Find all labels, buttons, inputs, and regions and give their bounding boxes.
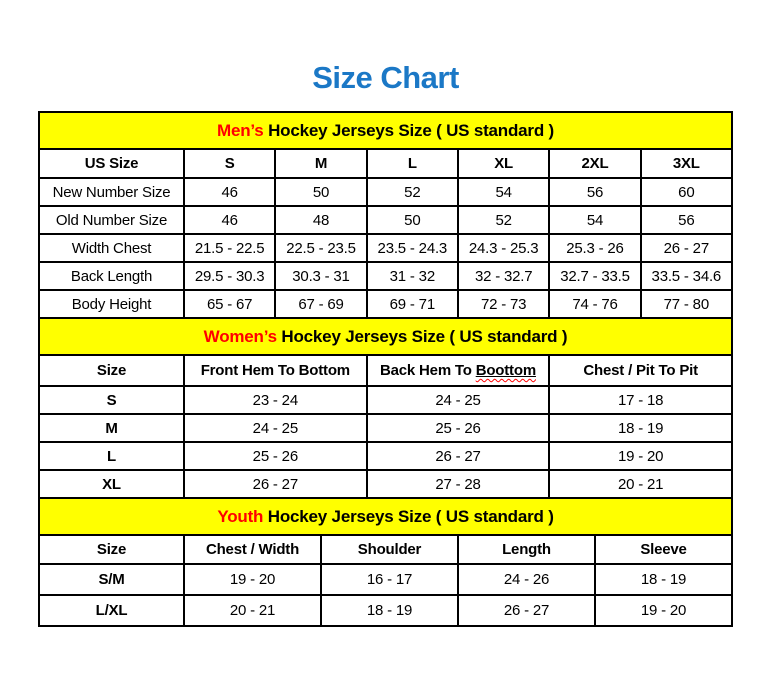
table-row — [39, 564, 732, 595]
size-value-cell: 72 - 73 — [458, 290, 549, 318]
size-value-cell: 24 - 26 — [458, 564, 595, 595]
section-title-text: Hockey Jerseys Size ( US standard ) — [276, 326, 568, 346]
column-header: M — [275, 149, 366, 178]
size-value-cell: 16 - 17 — [321, 564, 458, 595]
section-highlight: Men’s — [217, 120, 264, 140]
size-value-cell: 23 - 24 — [184, 386, 367, 414]
size-value-cell: 26 - 27 — [184, 470, 367, 498]
size-value-cell: 74 - 76 — [549, 290, 640, 318]
size-value-cell: 46 — [184, 178, 275, 206]
size-value-cell: 25.3 - 26 — [549, 234, 640, 262]
size-value-cell: 19 - 20 — [595, 595, 732, 626]
size-value-cell: 23.5 - 24.3 — [367, 234, 458, 262]
column-header: Length — [458, 535, 595, 564]
size-value-cell: 19 - 20 — [549, 442, 732, 470]
size-value-cell: 54 — [458, 178, 549, 206]
row-label: New Number Size — [39, 178, 184, 206]
table-row — [39, 178, 732, 206]
mens-size-table — [38, 111, 733, 319]
size-value-cell: 69 - 71 — [367, 290, 458, 318]
row-label: L/XL — [39, 595, 184, 626]
youth-size-table — [38, 497, 733, 627]
section-header-youth — [39, 498, 732, 535]
table-row — [39, 470, 732, 498]
size-value-cell: 60 — [641, 178, 732, 206]
size-value-cell: 17 - 18 — [549, 386, 732, 414]
size-value-cell: 24.3 - 25.3 — [458, 234, 549, 262]
size-value-cell: 21.5 - 22.5 — [184, 234, 275, 262]
table-row — [39, 290, 732, 318]
size-value-cell: 46 — [184, 206, 275, 234]
misspelled-word: Boottom — [475, 362, 536, 379]
row-label: Old Number Size — [39, 206, 184, 234]
column-header: Size — [39, 535, 184, 564]
size-value-cell: 32.7 - 33.5 — [549, 262, 640, 290]
size-value-cell: 25 - 26 — [184, 442, 367, 470]
size-value-cell: 27 - 28 — [367, 470, 550, 498]
row-label: S/M — [39, 564, 184, 595]
size-value-cell: 33.5 - 34.6 — [641, 262, 732, 290]
size-value-cell: 50 — [275, 178, 366, 206]
row-label: L — [39, 442, 184, 470]
size-value-cell: 67 - 69 — [275, 290, 366, 318]
table-row — [39, 262, 732, 290]
column-header: US Size — [39, 149, 184, 178]
size-value-cell: 20 - 21 — [549, 470, 732, 498]
size-value-cell: 24 - 25 — [184, 414, 367, 442]
column-header: Chest / Width — [184, 535, 321, 564]
column-header: Sleeve — [595, 535, 732, 564]
size-value-cell: 29.5 - 30.3 — [184, 262, 275, 290]
row-label: Back Length — [39, 262, 184, 290]
womens-size-table — [38, 317, 733, 499]
section-title-text: Hockey Jerseys Size ( US standard ) — [263, 120, 554, 140]
column-header: 3XL — [641, 149, 732, 178]
size-value-cell: 18 - 19 — [321, 595, 458, 626]
size-value-cell: 77 - 80 — [641, 290, 732, 318]
size-value-cell: 48 — [275, 206, 366, 234]
size-value-cell: 22.5 - 23.5 — [275, 234, 366, 262]
section-header-womens — [39, 318, 732, 355]
column-header: Front Hem To Bottom — [184, 355, 367, 386]
size-value-cell: 32 - 32.7 — [458, 262, 549, 290]
size-value-cell: 56 — [641, 206, 732, 234]
size-value-cell: 20 - 21 — [184, 595, 321, 626]
table-row — [39, 442, 732, 470]
size-value-cell: 18 - 19 — [549, 414, 732, 442]
size-value-cell: 30.3 - 31 — [275, 262, 366, 290]
size-value-cell: 18 - 19 — [595, 564, 732, 595]
column-header: Chest / Pit To Pit — [549, 355, 732, 386]
row-label: Width Chest — [39, 234, 184, 262]
table-row — [39, 234, 732, 262]
column-header: S — [184, 149, 275, 178]
size-value-cell: 54 — [549, 206, 640, 234]
size-value-cell: 65 - 67 — [184, 290, 275, 318]
size-value-cell: 56 — [549, 178, 640, 206]
table-row — [39, 386, 732, 414]
section-header-mens — [39, 112, 732, 149]
section-title-text: Hockey Jerseys Size ( US standard ) — [263, 506, 554, 526]
size-value-cell: 52 — [458, 206, 549, 234]
size-chart-page — [38, 60, 733, 627]
size-value-cell: 19 - 20 — [184, 564, 321, 595]
row-label: XL — [39, 470, 184, 498]
column-header: Back Hem To Boottom — [367, 355, 550, 386]
size-value-cell: 25 - 26 — [367, 414, 550, 442]
page-title: Size Chart — [312, 60, 459, 95]
column-header: Shoulder — [321, 535, 458, 564]
size-value-cell: 52 — [367, 178, 458, 206]
table-row — [39, 206, 732, 234]
section-highlight: Youth — [217, 506, 264, 526]
size-value-cell: 26 - 27 — [641, 234, 732, 262]
column-header: XL — [458, 149, 549, 178]
section-highlight: Women’s — [203, 326, 277, 346]
row-label: M — [39, 414, 184, 442]
column-header: Size — [39, 355, 184, 386]
row-label: S — [39, 386, 184, 414]
row-label: Body Height — [39, 290, 184, 318]
size-value-cell: 50 — [367, 206, 458, 234]
column-header: 2XL — [549, 149, 640, 178]
table-row — [39, 595, 732, 626]
column-header: L — [367, 149, 458, 178]
table-row — [39, 414, 732, 442]
size-value-cell: 24 - 25 — [367, 386, 550, 414]
size-value-cell: 26 - 27 — [367, 442, 550, 470]
size-value-cell: 26 - 27 — [458, 595, 595, 626]
size-value-cell: 31 - 32 — [367, 262, 458, 290]
